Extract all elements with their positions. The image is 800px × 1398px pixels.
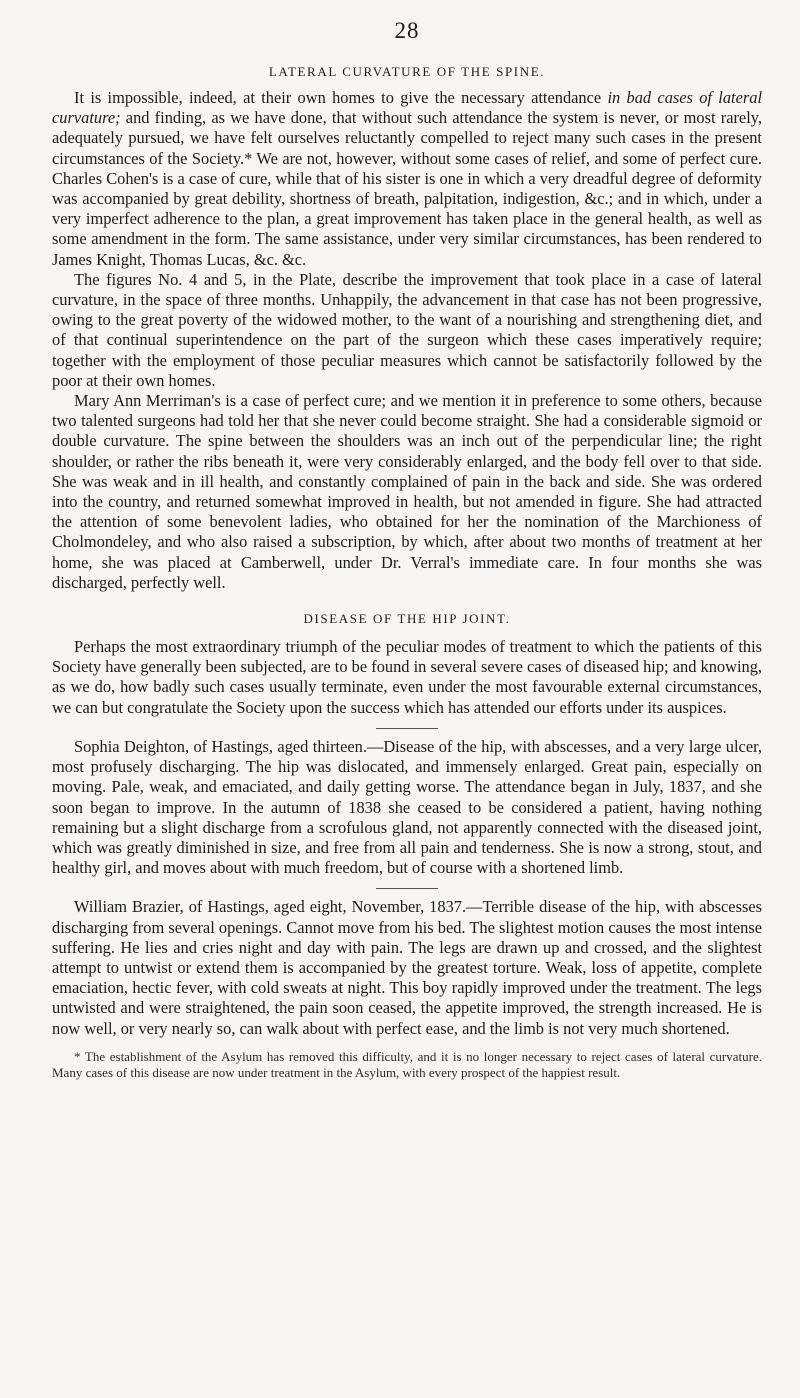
footnote: * The establishment of the Asylum has removed this difficulty, and it is no longer necessary to reject cases of lateral curvature. Many cases of this disease are now under treatment in the Asylum, with every prospect of the happiest result.: [52, 1048, 762, 1080]
separator-rule: [376, 888, 438, 889]
paragraph-text: It is impossible, indeed, at their own homes to give the necessary attendance: [74, 88, 608, 107]
italic-phrase: in bad cases of lateral curvature;: [52, 88, 762, 128]
paragraph-hip-intro: Perhaps the most extraordinary triumph of the peculiar modes of treatment to which the patients of this Society have generally been subjected, are to be found in several severe cases of diseased hip; and knowing, as we do, how badly such cases usually terminate, even under the most favourable external circumstances, we can but congratulate the Society upon the success which has attended our efforts under its auspices.: [52, 637, 762, 717]
paragraph-mary-ann-merriman: Mary Ann Merriman's is a case of perfect cure; and we mention it in preference to some others, because two talented surgeons had told her that she never could become straight. She had a considerable sigmoid or double curvature. The spine between the shoulders was an inch out of the perpendicular line; the right shoulder, or rather the ribs beneath it, were very considerably enlarged, and the body fell over to that side. She was weak and in ill health, and constantly complained of pain in the back and side. She was ordered into the country, and returned somewhat improved in health, but not amended in figure. She had attracted the attention of some benevolent ladies, who obtained for her the nomination of the Marchioness of Cholmondeley, and who also raised a subscription, by which, after about two months of treatment at her home, she was placed at Camberwell, under Dr. Verral's immediate care. In four months she was discharged, perfectly well.: [52, 391, 762, 592]
paragraph-figures: The figures No. 4 and 5, in the Plate, describe the improvement that took place in a case of lateral curvature, in the space of three months. Unhappily, the advancement in that case has not been progressive, owing to the great poverty of the widowed mother, to the want of a nourishing and strengthening diet, and of that continual superintendence on the part of the surgeon which these cases imperatively require; together with the employment of those peculiar measures which cannot be satisfactorily followed by the poor at their own homes.: [52, 269, 762, 390]
case-sophia-deighton: Sophia Deighton, of Hastings, aged thirteen.—Disease of the hip, with abscesses, and a very large ulcer, most profusely discharging. The hip was dislocated, and immensely enlarged. Great pain, especially on moving. Pale, weak, and emaciated, and daily getting worse. The attendance began in July, 1837, and she soon began to improve. In the autumn of 1838 she ceased to be considered a patient, having nothing remaining but a slight discharge from a scrofulous gland, not apparently connected with the diseased joint, which was greatly diminished in size, and free from all pain and tenderness. She is now a strong, stout, and healthy girl, and moves about with much freedom, but of course with a shortened limb.: [52, 736, 762, 878]
section-heading-hip-joint: DISEASE OF THE HIP JOINT.: [303, 611, 511, 627]
section-heading-lateral-curvature: LATERAL CURVATURE OF THE SPINE.: [268, 64, 546, 79]
paragraph-text: and finding, as we have done, that without such attendance the system is never, or most rarely, adequately pursued, we have felt ourselves reluctantly compelled to reject many such cases in the present circumstances of the Society.* We are not, however, without some cases of relief, and some of perfect cure. Charles Cohen's is a case of cure, while that of his sister is one in which a very dreadful degree of deformity was accompanied by great debility, shortness of breath, palpitation, indigestion, &c.; and in which, under a very imperfect adherence to the plan, a great improvement has taken place in the general health, as well as some amendment in the form. The same assistance, under very similar circumstances, has been rendered to James Knight, Thomas Lucas, &c. &c.: [52, 108, 762, 269]
separator-rule: [376, 728, 438, 729]
case-william-brazier: William Brazier, of Hastings, aged eight, November, 1837.—Terrible disease of the hip, with abscesses discharging from several openings. Cannot move from his bed. The slightest motion causes the most intense suffering. He lies and cries night and day with pain. The legs are drawn up and crossed, and the slightest attempt to untwist or extend them is accompanied by the greatest torture. Weak, loss of appetite, complete emaciation, hectic fever, with cold sweats at night. This boy rapidly improved under the treatment. The legs untwisted and were straightened, the pain soon ceased, the appetite improved, the strength increased. He is now well, or very nearly so, can walk about with perfect ease, and the limb is not very much shortened.: [52, 897, 762, 1038]
paragraph-lateral-intro: [52, 88, 762, 270]
page-number: 28: [394, 18, 420, 43]
